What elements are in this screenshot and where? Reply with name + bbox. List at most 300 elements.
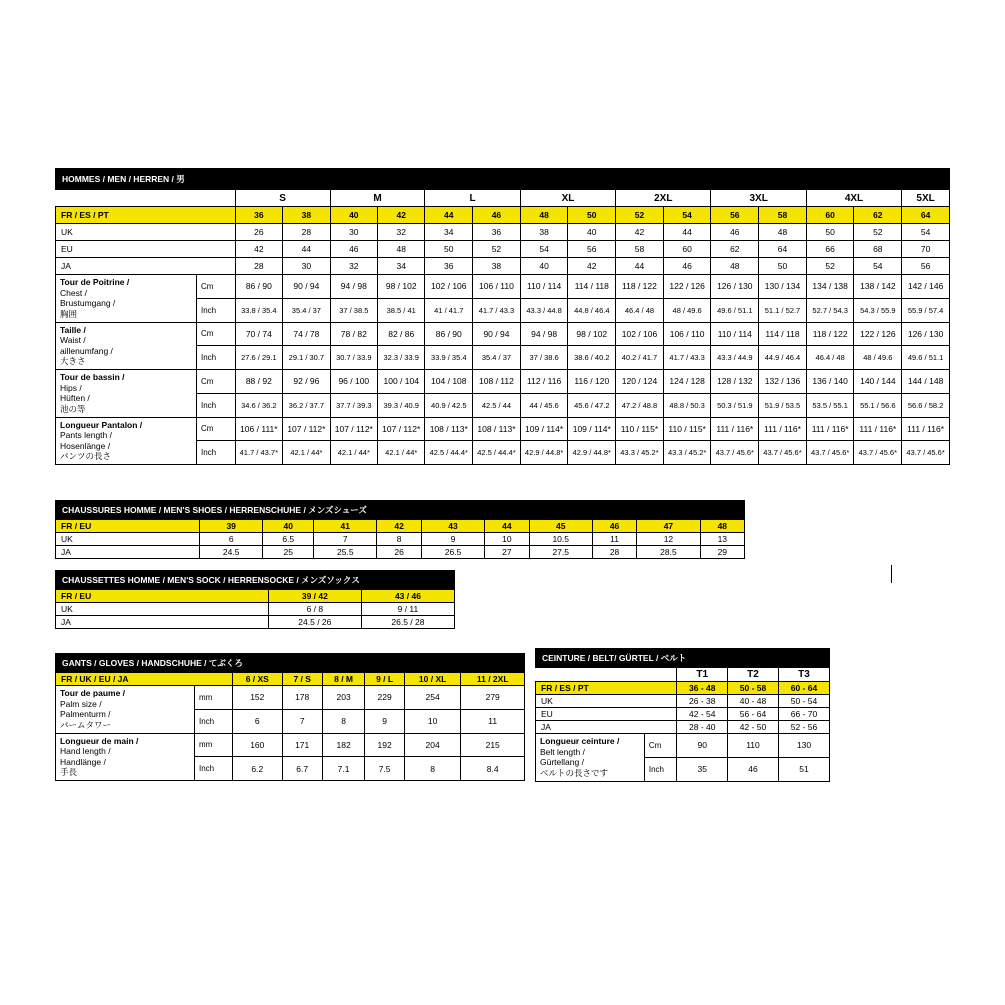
cell: 50 (806, 224, 854, 241)
cell: 38 (283, 207, 330, 224)
cell: 34 (425, 224, 473, 241)
belt-table-header: CEINTURE / BELT/ GÜRTEL / ベルト (536, 649, 830, 668)
cell: 126 / 130 (902, 322, 950, 346)
measure-label-line: Chest / (60, 287, 87, 298)
men-row-ja (56, 258, 950, 275)
men-table-header: HOMMES / MEN / HERREN / 男 (56, 169, 950, 190)
cell: 28 (235, 258, 283, 275)
cell: 30 (283, 258, 330, 275)
unit-inch: Inch (195, 757, 233, 781)
cell: 48 (711, 258, 759, 275)
cell: 51.9 / 53.5 (759, 393, 807, 417)
cell: 88 / 92 (235, 370, 283, 394)
cell: 33.8 / 35.4 (235, 298, 283, 322)
cell: 36 (235, 207, 283, 224)
cell: 48 / 49.6 (663, 298, 711, 322)
row-label-uk: UK (56, 533, 200, 546)
cell: 46 (330, 241, 377, 258)
cell: 56 (902, 258, 950, 275)
size-group-m: M (330, 190, 425, 207)
gloves-palm-mm (56, 686, 525, 710)
cell: 50 - 58 (728, 682, 779, 695)
size-group-4xl: 4XL (806, 190, 901, 207)
cell: 229 (365, 686, 404, 710)
cell: 41 / 41.7 (425, 298, 473, 322)
cell: 8 (377, 533, 421, 546)
cell: 43 / 46 (361, 590, 454, 603)
cell: 132 / 136 (759, 370, 807, 394)
cell: 43.3 / 44.9 (711, 346, 759, 370)
cell: 36 (425, 258, 473, 275)
cell: 254 (404, 686, 461, 710)
cell: 6 / XS (233, 673, 283, 686)
cell: 54.3 / 55.9 (854, 298, 902, 322)
row-label-fr-eu: FR / EU (56, 590, 269, 603)
cell: 90 / 94 (473, 322, 521, 346)
cell: 41.7 / 43.7* (235, 441, 283, 465)
cell: 42.5 / 44.4* (425, 441, 473, 465)
cell: 54 (520, 241, 568, 258)
cell: 24.5 / 26 (268, 616, 361, 629)
socks-row-fr-eu (56, 590, 455, 603)
cell: 124 / 128 (663, 370, 711, 394)
size-group-s: S (235, 190, 330, 207)
measure-label-line: Hips / (60, 382, 82, 393)
cell: 26.5 / 28 (361, 616, 454, 629)
cell: 38 (520, 224, 568, 241)
cell: 86 / 90 (425, 322, 473, 346)
cell: 32 (378, 224, 425, 241)
cell: 107 / 112* (378, 417, 425, 441)
row-label-eu: EU (536, 708, 677, 721)
men-measure-hips-cm (56, 370, 950, 394)
cell: 48 (700, 520, 744, 533)
unit-cm: Cm (197, 322, 236, 346)
cell: 11 (461, 709, 525, 733)
cell: 39 (200, 520, 263, 533)
gloves-table-header: GANTS / GLOVES / HANDSCHUHE / てぶくろ (56, 654, 525, 673)
measure-label-line: Tour de Poitrine / (60, 277, 130, 287)
cell: 60 - 64 (778, 682, 829, 695)
cell: 86 / 90 (235, 275, 283, 299)
measure-label-line: Taille / (60, 324, 86, 335)
size-group-3xl: 3XL (711, 190, 806, 207)
cell: 46 (728, 757, 779, 781)
cell: 40.9 / 42.5 (425, 393, 473, 417)
belt-row-fr (536, 682, 830, 695)
cell: 70 / 74 (235, 322, 283, 346)
cell: 62 (854, 207, 902, 224)
cell: 51.1 / 52.7 (759, 298, 807, 322)
cell: 27.6 / 29.1 (235, 346, 283, 370)
cell: 42.1 / 44* (283, 441, 330, 465)
measure-label-line: aillenumfang / (60, 345, 113, 356)
cell: 112 / 116 (520, 370, 568, 394)
cell: 98 / 102 (568, 322, 616, 346)
cell: 6.2 (233, 757, 283, 781)
cell: 54 (902, 224, 950, 241)
cell: 53.5 / 55.1 (806, 393, 854, 417)
cell: 178 (282, 686, 322, 710)
cell: 40 (330, 207, 377, 224)
cell: 192 (365, 733, 404, 757)
cell: 90 / 94 (283, 275, 330, 299)
cell: 98 / 102 (378, 275, 425, 299)
cell: 44 (283, 241, 330, 258)
cell: 122 / 126 (663, 275, 711, 299)
cell: 9 (365, 709, 404, 733)
measure-label-line: Longueur de main / (60, 735, 139, 746)
cell: 34 (378, 258, 425, 275)
measure-label-line: Tour de paume / (60, 688, 126, 698)
cell: 45 (529, 520, 592, 533)
cell: 6.5 (263, 533, 314, 546)
cell: 215 (461, 733, 525, 757)
cell: 46 (473, 207, 521, 224)
cell: 140 / 144 (854, 370, 902, 394)
cell: 92 / 96 (283, 370, 330, 394)
cell: 52 - 56 (778, 721, 829, 734)
cell: 142 / 146 (902, 275, 950, 299)
measure-label-line: Hand length / (60, 746, 111, 757)
cell: 12 (637, 533, 700, 546)
cell: 108 / 113* (425, 417, 473, 441)
cell: 56.6 / 58.2 (902, 393, 950, 417)
cell: 102 / 106 (425, 275, 473, 299)
cell: 38.6 / 40.2 (568, 346, 616, 370)
row-label-fr-uk-eu-ja: FR / UK / EU / JA (56, 673, 233, 686)
cell: 10 (485, 533, 529, 546)
cell: 49.6 / 51.1 (902, 346, 950, 370)
cell: 44.8 / 46.4 (568, 298, 616, 322)
cell: 120 / 124 (616, 370, 664, 394)
cell: 8 (404, 757, 461, 781)
measure-label-line: Palm size / (60, 698, 102, 709)
cell: 38.5 / 41 (378, 298, 425, 322)
cell: 39 / 42 (268, 590, 361, 603)
cell: 28 - 40 (677, 721, 728, 734)
unit-cm: Cm (197, 370, 236, 394)
measure-label-line: 手長 (60, 767, 78, 778)
belt-table (535, 648, 830, 782)
cell: 32 (330, 258, 377, 275)
cell: 26 (377, 546, 421, 559)
cell: 42 (568, 258, 616, 275)
shoes-row-uk (56, 533, 745, 546)
cell: 42 - 54 (677, 708, 728, 721)
cell: 24.5 (200, 546, 263, 559)
size-group-t3: T3 (778, 668, 829, 682)
cell: 41 (314, 520, 377, 533)
row-label-fr: FR / ES / PT (56, 207, 236, 224)
row-label-fr-eu: FR / EU (56, 520, 200, 533)
cell: 6.7 (282, 757, 322, 781)
cell: 110 (728, 734, 779, 758)
measure-label-hand-length (56, 733, 195, 781)
cell: 32.3 / 33.9 (378, 346, 425, 370)
cell: 10.5 (529, 533, 592, 546)
cell: 118 / 122 (616, 275, 664, 299)
cell: 52 (854, 224, 902, 241)
cell: 10 (404, 709, 461, 733)
cell: 111 / 116* (854, 417, 902, 441)
unit-inch: Inch (195, 709, 233, 733)
row-label-ja: JA (536, 721, 677, 734)
cell: 74 / 78 (283, 322, 330, 346)
measure-label-line: Hosenlänge / (60, 440, 111, 451)
socks-table-header: CHAUSSETTES HOMME / MEN'S SOCK / HERRENSOCKE / メンズソックス (56, 571, 455, 590)
cell: 38 (473, 258, 521, 275)
measure-label-line: Tour de bassin / (60, 372, 125, 382)
unit-mm: mm (195, 686, 233, 710)
row-label-ja: JA (56, 546, 200, 559)
unit-inch: Inch (197, 393, 236, 417)
belt-row-ja (536, 721, 830, 734)
cell: 44 (425, 207, 473, 224)
spacer (536, 668, 645, 682)
measure-label-palm-size (56, 686, 195, 734)
cell: 56 (568, 241, 616, 258)
measure-label-line: Handlänge / (60, 756, 106, 767)
cell: 42 (235, 241, 283, 258)
cell: 7 (282, 709, 322, 733)
measure-label-chest (56, 275, 197, 323)
cell: 6 (233, 709, 283, 733)
cell: 66 (806, 241, 854, 258)
belt-header-row (536, 649, 830, 668)
cell: 55.1 / 56.6 (854, 393, 902, 417)
men-row-uk (56, 224, 950, 241)
cell: 130 (778, 734, 829, 758)
row-label-ja: JA (56, 258, 236, 275)
cell: 109 / 114* (568, 417, 616, 441)
measure-label-line: 池の等 (60, 403, 86, 414)
cell: 43.7 / 45.6* (806, 441, 854, 465)
cell: 50 - 54 (778, 695, 829, 708)
cell: 29 (700, 546, 744, 559)
cell: 8 / M (322, 673, 365, 686)
cell: 279 (461, 686, 525, 710)
shoes-row-fr-eu (56, 520, 745, 533)
gloves-hand-mm (56, 733, 525, 757)
unit-mm: mm (195, 733, 233, 757)
cell: 39.3 / 40.9 (378, 393, 425, 417)
cell: 116 / 120 (568, 370, 616, 394)
cell: 108 / 113* (473, 417, 521, 441)
row-label-ja: JA (56, 616, 269, 629)
cell: 110 / 114 (520, 275, 568, 299)
cell: 60 (663, 241, 711, 258)
cell: 42 (378, 207, 425, 224)
cell: 8.4 (461, 757, 525, 781)
spacer (197, 190, 236, 207)
measure-label-line: 大きさ (60, 356, 86, 367)
shoes-table-header: CHAUSSURES HOMME / MEN'S SHOES / HERRENSCHUHE / メンズシューズ (56, 501, 745, 520)
measure-label-belt-length (536, 734, 645, 782)
men-size-group-row (56, 190, 950, 207)
cell: 42.1 / 44* (378, 441, 425, 465)
cell: 114 / 118 (759, 322, 807, 346)
cell: 25.5 (314, 546, 377, 559)
socks-row-uk (56, 603, 455, 616)
measure-label-line: Pants length / (60, 430, 112, 441)
row-label-uk: UK (536, 695, 677, 708)
cell: 94 / 98 (520, 322, 568, 346)
cell: 54 (854, 258, 902, 275)
cell: 51 (778, 757, 829, 781)
cell: 40 (263, 520, 314, 533)
cell: 136 / 140 (806, 370, 854, 394)
cell: 46.4 / 48 (806, 346, 854, 370)
cell: 128 / 132 (711, 370, 759, 394)
cell: 64 (902, 207, 950, 224)
cell: 43.7 / 45.6* (902, 441, 950, 465)
cell: 171 (282, 733, 322, 757)
cell: 48 (520, 207, 568, 224)
cell: 27 (485, 546, 529, 559)
cell: 28.5 (637, 546, 700, 559)
belt-measure-cm (536, 734, 830, 758)
cell: 182 (322, 733, 365, 757)
cell: 70 (902, 241, 950, 258)
measure-label-line: パームタワー (60, 719, 112, 730)
cell: 37 / 38.6 (520, 346, 568, 370)
men-measure-waist-cm (56, 322, 950, 346)
page-tick-mark (891, 565, 892, 583)
cell: 48.8 / 50.3 (663, 393, 711, 417)
row-label-fr: FR / ES / PT (536, 682, 677, 695)
cell: 43.3 / 44.8 (520, 298, 568, 322)
cell: 8 (322, 709, 365, 733)
unit-inch: Inch (197, 441, 236, 465)
cell: 42 (616, 224, 664, 241)
cell: 42.9 / 44.8* (520, 441, 568, 465)
cell: 43.7 / 45.6* (711, 441, 759, 465)
cell: 35.4 / 37 (283, 298, 330, 322)
cell: 26.5 (421, 546, 484, 559)
cell: 34.6 / 36.2 (235, 393, 283, 417)
men-size-table (55, 168, 950, 465)
cell: 52 (616, 207, 664, 224)
measure-label-line: Gürtellang / (540, 757, 584, 768)
size-group-l: L (425, 190, 520, 207)
unit-cm: Cm (197, 417, 236, 441)
cell: 204 (404, 733, 461, 757)
gloves-size-row (56, 673, 525, 686)
cell: 46 (711, 224, 759, 241)
cell: 68 (854, 241, 902, 258)
socks-row-ja (56, 616, 455, 629)
cell: 203 (322, 686, 365, 710)
cell: 134 / 138 (806, 275, 854, 299)
cell: 110 / 114 (711, 322, 759, 346)
cell: 106 / 111* (235, 417, 283, 441)
cell: 106 / 110 (473, 275, 521, 299)
unit-cm: Cm (644, 734, 677, 758)
size-group-2xl: 2XL (616, 190, 711, 207)
cell: 54 (663, 207, 711, 224)
cell: 50.3 / 51.9 (711, 393, 759, 417)
cell: 56 (711, 207, 759, 224)
cell: 36 (473, 224, 521, 241)
cell: 6 (200, 533, 263, 546)
cell: 43.3 / 45.2* (663, 441, 711, 465)
cell: 27.5 (529, 546, 592, 559)
cell: 7 (314, 533, 377, 546)
cell: 11 (592, 533, 636, 546)
cell: 78 / 82 (330, 322, 377, 346)
cell: 130 / 134 (759, 275, 807, 299)
measure-label-line: Longueur Pantalon / (60, 419, 143, 430)
mens-shoes-table (55, 500, 745, 559)
cell: 29.1 / 30.7 (283, 346, 330, 370)
cell: 114 / 118 (568, 275, 616, 299)
measure-label-line: 胸囲 (60, 308, 78, 319)
belt-row-uk (536, 695, 830, 708)
unit-inch: Inch (644, 757, 677, 781)
cell: 42.9 / 44.8* (568, 441, 616, 465)
shoes-header-row (56, 501, 745, 520)
cell: 26 - 38 (677, 695, 728, 708)
measure-label-line: Belt length / (540, 746, 585, 757)
cell: 47 (637, 520, 700, 533)
cell: 49.6 / 51.1 (711, 298, 759, 322)
cell: 43.7 / 45.6* (854, 441, 902, 465)
cell: 35.4 / 37 (473, 346, 521, 370)
cell: 46 (663, 258, 711, 275)
cell: 40 (568, 224, 616, 241)
measure-label-hips (56, 370, 197, 418)
cell: 47.2 / 48.8 (616, 393, 664, 417)
cell: 9 / 11 (361, 603, 454, 616)
cell: 52 (473, 241, 521, 258)
cell: 122 / 126 (854, 322, 902, 346)
cell: 11 / 2XL (461, 673, 525, 686)
cell: 37 / 38.5 (330, 298, 377, 322)
cell: 102 / 106 (616, 322, 664, 346)
cell: 64 (759, 241, 807, 258)
measure-label-line: Brustumgang / (60, 298, 116, 309)
cell: 126 / 130 (711, 275, 759, 299)
cell: 41.7 / 43.3 (663, 346, 711, 370)
cell: 30.7 / 33.9 (330, 346, 377, 370)
cell: 55.9 / 57.4 (902, 298, 950, 322)
gloves-header-row (56, 654, 525, 673)
cell: 28 (283, 224, 330, 241)
socks-header-row (56, 571, 455, 590)
cell: 138 / 142 (854, 275, 902, 299)
cell: 56 - 64 (728, 708, 779, 721)
cell: 37.7 / 39.3 (330, 393, 377, 417)
cell: 45.6 / 47.2 (568, 393, 616, 417)
cell: 42.5 / 44 (473, 393, 521, 417)
cell: 26 (235, 224, 283, 241)
belt-size-group-row (536, 668, 830, 682)
cell: 33.9 / 35.4 (425, 346, 473, 370)
cell: 7 / S (282, 673, 322, 686)
cell: 40 - 48 (728, 695, 779, 708)
cell: 40 (520, 258, 568, 275)
cell: 100 / 104 (378, 370, 425, 394)
cell: 107 / 112* (330, 417, 377, 441)
size-group-xl: XL (520, 190, 615, 207)
cell: 44 (616, 258, 664, 275)
cell: 36.2 / 37.7 (283, 393, 330, 417)
size-group-5xl: 5XL (902, 190, 950, 207)
cell: 9 / L (365, 673, 404, 686)
cell: 111 / 116* (902, 417, 950, 441)
mens-socks-table (55, 570, 455, 629)
